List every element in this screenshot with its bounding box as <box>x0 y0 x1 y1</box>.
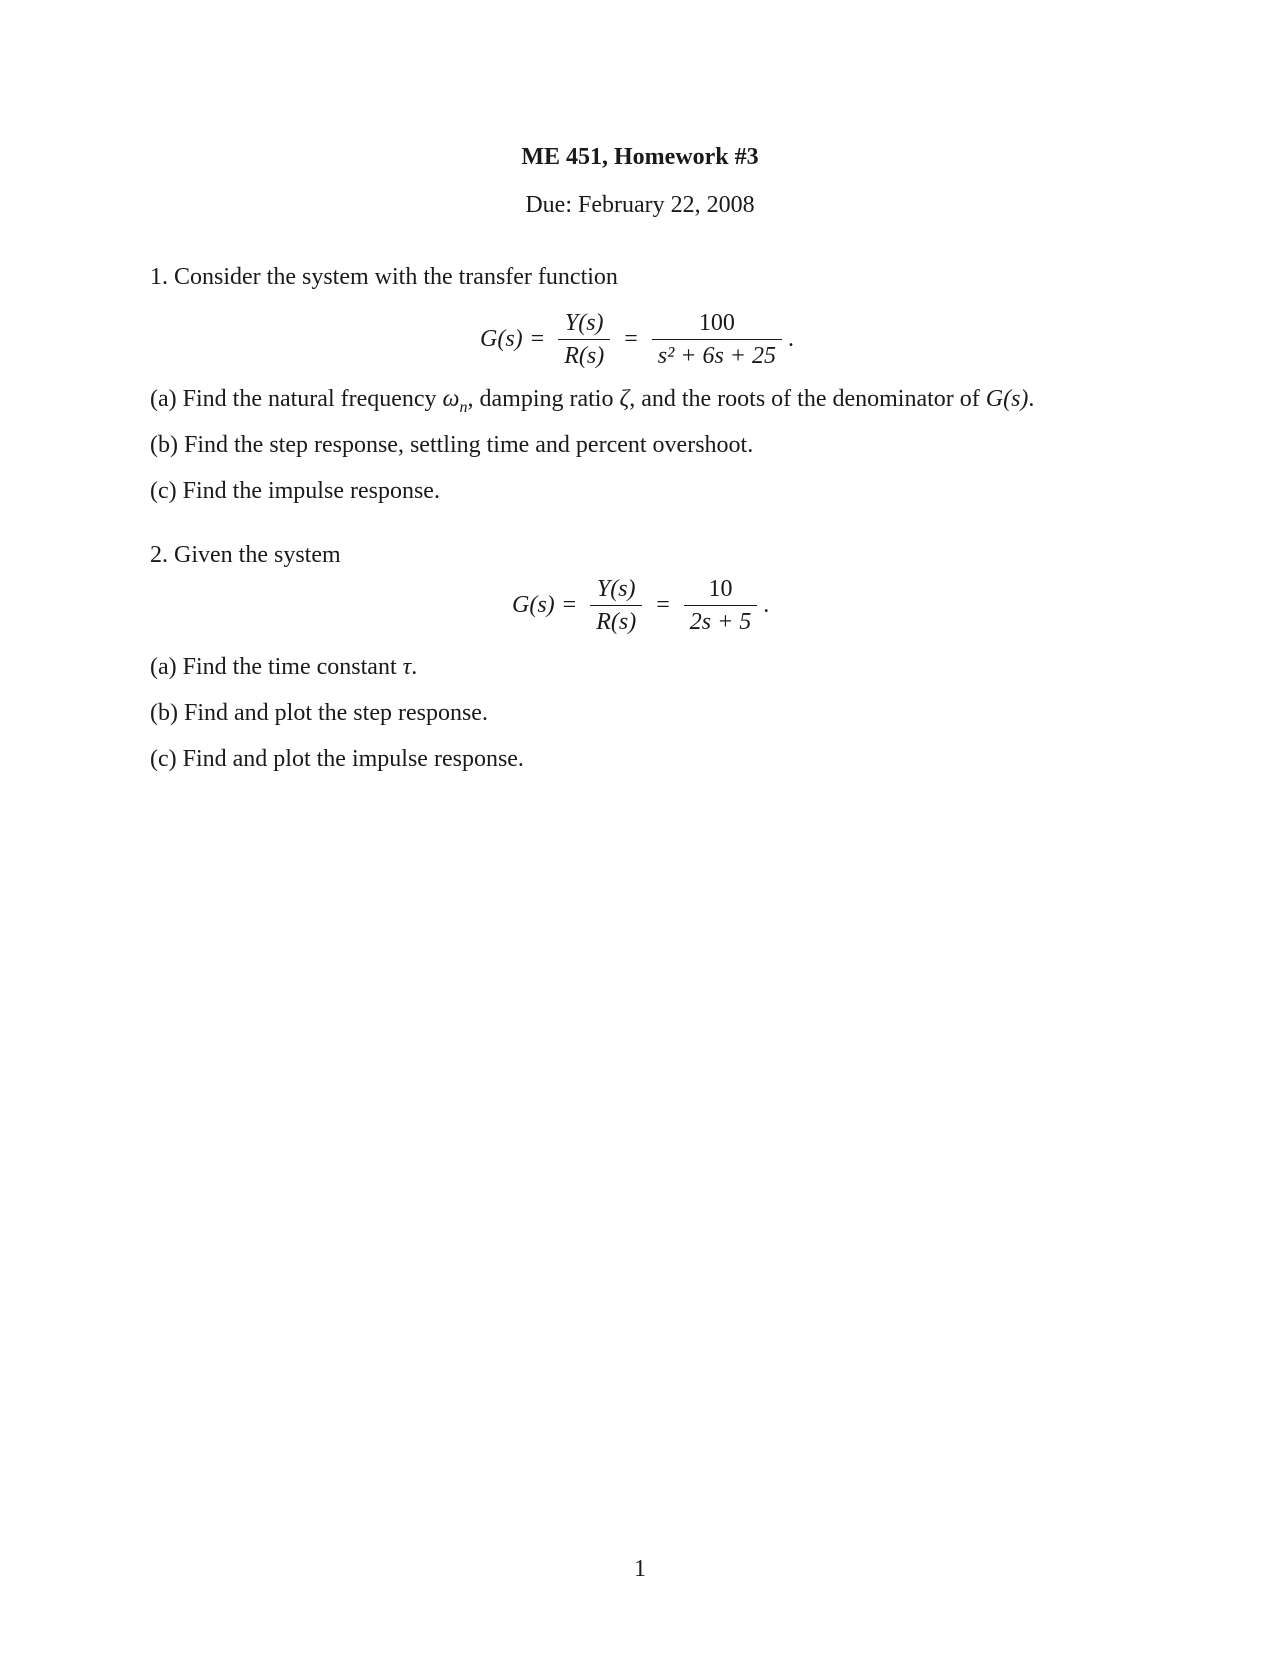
part-text: , damping ratio <box>467 386 620 412</box>
part-text: . <box>411 654 418 680</box>
fraction-denominator: R(s) <box>558 339 610 369</box>
document-title: ME 451, Homework #3 <box>521 144 759 170</box>
part-text: (a) Find the natural frequency <box>150 386 443 412</box>
g-of-s: G(s) <box>985 386 1029 412</box>
due-date: Due: February 22, 2008 <box>525 192 755 218</box>
problem-1-equation <box>480 310 794 369</box>
problem-1-part-a <box>150 386 1034 417</box>
fraction-transfer <box>652 310 782 369</box>
fraction-transfer <box>684 576 758 635</box>
page-number: 1 <box>634 1556 646 1582</box>
problem-2-equation <box>512 576 769 635</box>
fraction-denominator: s² + 6s + 25 <box>652 339 782 369</box>
part-text: , and the roots of the denominator of <box>629 386 986 412</box>
subscript-n: n <box>459 398 468 416</box>
eq-equals: = <box>530 326 545 352</box>
eq-period: . <box>763 592 770 618</box>
fraction-denominator: 2s + 5 <box>684 605 758 635</box>
problem-2-intro: 2. Given the system <box>150 542 341 568</box>
fraction-numerator: Y(s) <box>596 576 636 602</box>
fraction-output-input <box>558 310 610 369</box>
part-text: . <box>1028 386 1035 412</box>
fraction-denominator: R(s) <box>590 605 642 635</box>
problem-2-part-a <box>150 654 417 681</box>
eq-equals: = <box>656 592 670 618</box>
problem-1-part-c: (c) Find the impulse response. <box>150 478 440 504</box>
fraction-numerator: 100 <box>698 310 735 336</box>
eq-lhs: G(s) <box>512 592 555 618</box>
fraction-output-input <box>590 576 642 635</box>
tau-symbol: τ <box>402 654 412 680</box>
eq-lhs: G(s) <box>480 326 523 352</box>
fraction-numerator: Y(s) <box>564 310 604 336</box>
problem-1-part-b: (b) Find the step response, settling time and percent overshoot. <box>150 432 754 458</box>
problem-2-part-b: (b) Find and plot the step response. <box>150 700 488 726</box>
zeta-symbol: ζ <box>619 386 630 412</box>
part-text: (a) Find the time constant <box>150 654 403 680</box>
fraction-numerator: 10 <box>708 576 733 602</box>
problem-1-intro: 1. Consider the system with the transfer function <box>150 264 618 290</box>
eq-period: . <box>788 326 794 352</box>
eq-equals: = <box>562 592 577 618</box>
problem-2-part-c: (c) Find and plot the impulse response. <box>150 746 524 772</box>
omega-symbol: ω <box>442 386 460 412</box>
eq-equals: = <box>624 326 638 352</box>
